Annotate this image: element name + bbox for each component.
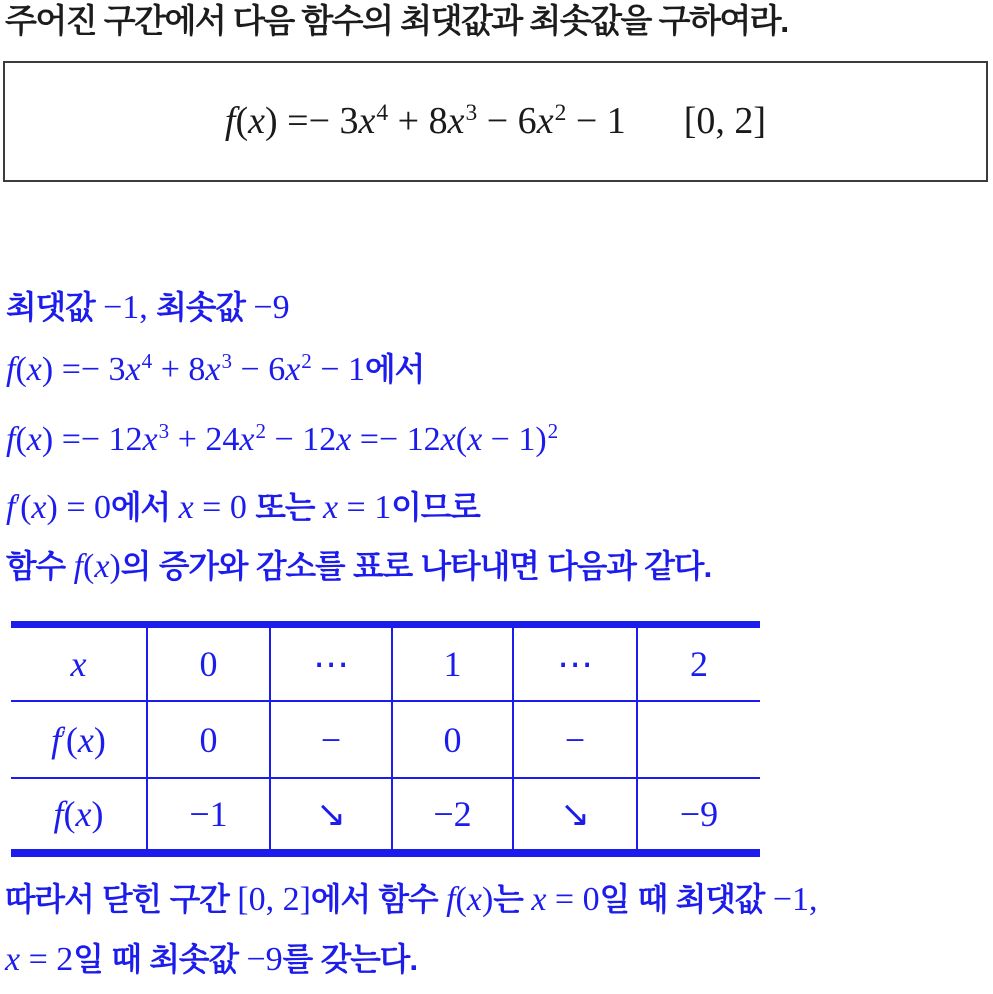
- table-row: [11, 628, 760, 701]
- table-cell: −: [513, 701, 637, 778]
- solution-step-derivative: $f(x) =- 12x^3 + 24x^2 - 12x =- 12x(x - 1)^2$: [6, 419, 559, 458]
- solution-step-roots: f′(x) = 0에서 x = 0 또는 x = 1이므로: [6, 489, 480, 526]
- problem-instruction: 주어진 구간에서 다음 함수의 최댓값과 최솟값을 구하여라.: [5, 2, 788, 39]
- table-cell: 0: [147, 628, 270, 701]
- conclusion-line-2: x = 2일 때 최솟값 −9를 갖는다.: [5, 941, 418, 978]
- problem-formula: $f(x) =- 3x^4 + 8x^3 - 6x^2 - 1$: [224, 99, 626, 142]
- table-row: [11, 778, 760, 849]
- solution-step-function: $f(x) =- 3x^4 + 8x^3 - 6x^2 - 1$에서: [6, 349, 425, 388]
- variation-table: [11, 621, 760, 857]
- table-cell: f′(x): [51, 719, 106, 760]
- table-cell: f(x): [53, 794, 104, 834]
- table-cell: 1: [392, 628, 513, 701]
- problem-interval: [0, 2]: [683, 99, 767, 142]
- conclusion-line-1: 따라서 닫힌 구간 [0, 2]에서 함수 f(x)는 x = 0일 때 최댓값 −1,: [5, 881, 818, 918]
- table-cell: [270, 778, 392, 849]
- table-cell: [637, 701, 760, 778]
- table-cell: ⋯: [270, 628, 392, 701]
- table-cell: x: [70, 644, 87, 684]
- table-cell: [513, 778, 637, 849]
- table-cell: −2: [392, 778, 513, 849]
- problem-box: [3, 61, 988, 182]
- table-cell: −: [270, 701, 392, 778]
- table-row: [11, 701, 760, 778]
- variation-table-grid: [11, 628, 760, 849]
- down-right-arrow-icon: ↘: [315, 793, 347, 835]
- table-cell: ⋯: [513, 628, 637, 701]
- table-cell: 0: [147, 701, 270, 778]
- table-cell: 0: [392, 701, 513, 778]
- table-cell: −1: [147, 778, 270, 849]
- solution-step-table-intro: 함수 f(x)의 증가와 감소를 표로 나타내면 다음과 같다.: [6, 548, 712, 585]
- down-right-arrow-icon: ↘: [559, 793, 591, 835]
- table-cell: −9: [637, 778, 760, 849]
- answer-summary-line: 최댓값 −1, 최솟값 −9: [6, 289, 290, 326]
- table-cell: 2: [637, 628, 760, 701]
